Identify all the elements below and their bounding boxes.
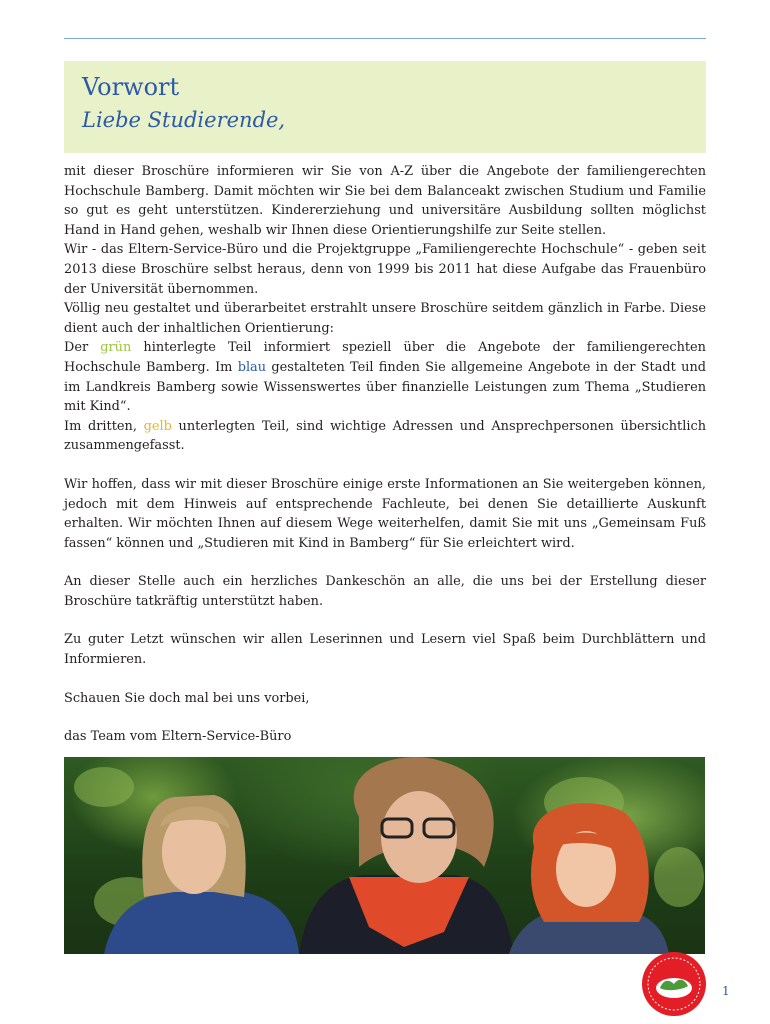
- paragraph: [64, 162, 706, 240]
- yellow-highlight-word: gelb: [143, 418, 172, 434]
- text-segment: Der: [64, 340, 101, 356]
- green-highlight-word: grün: [100, 340, 132, 356]
- paragraph: [64, 240, 706, 299]
- text-segment: Wir - das Eltern-Service-Büro und die Projektgruppe „Familiengerechte Hochschule“ - geben seit 2013 diese Broschüre selbst heraus, denn von 1999 bis 2011 hat diese Aufgabe das Frauenbüro der Universität übernommen.: [64, 242, 706, 297]
- signature-line: das Team vom Eltern-Service-Büro: [64, 729, 292, 745]
- team-photo: [64, 757, 705, 954]
- text-segment: Völlig neu gestaltet und überarbeitet erstrahlt unsere Broschüre seitdem gänzlich in Farbe. Diese dient auch der inhaltlichen Orientierung:: [64, 301, 706, 336]
- paragraph: Schauen Sie doch mal bei uns vorbei,: [64, 690, 310, 706]
- top-rule: [64, 38, 706, 39]
- page-heading: Vorwort: [82, 73, 180, 101]
- text-segment: mit dieser Broschüre informieren wir Sie von A-Z über die Angebote der familiengerechten Hochschule Bamberg. Damit möchten wir Sie bei dem Balanceakt zwischen Studium und Familie so gut es geht unterstützen. Kindererziehung und universitäre Ausbildung sollten möglichst Hand in Hand gehen, weshalb wir Ihnen diese Orientierungshilfe zur Seite stellen.: [64, 164, 706, 238]
- eltern-service-buero-logo-icon: [640, 950, 708, 1018]
- paragraph: Wir hoffen, dass wir mit dieser Broschüre einige erste Informationen an Sie weitergeben können, jedoch mit dem Hinweis auf entsprechende Fachleute, bei denen Sie detaillierte Auskunft erhalten. Wir möchten Ihnen auf diesem Wege weiterhelfen, damit Sie mit uns „Gemeinsam Fuß fassen“ können und „Studieren mit Kind in Bamberg“ für Sie erleichtert wird.: [64, 476, 706, 551]
- blue-highlight-word: blau: [237, 359, 267, 375]
- text-segment: gestalteten Teil finden Sie allgemeine Angebote in der Stadt und im Landkreis Bamberg sowie Wissenswertes über finanzielle Leistungen zum Thema „Studieren mit Kind“.: [64, 359, 706, 415]
- title-box: [64, 61, 706, 153]
- paragraph: [64, 338, 706, 416]
- paragraph: [64, 299, 706, 338]
- text-segment: hinterlegte Teil informiert speziell über die Angebote der familiengerechten Hochschule Bamberg. Im: [64, 340, 706, 375]
- text-segment: unterlegten Teil, sind wichtige Adressen und Ansprechpersonen übersichtlich zusammengefasst.: [64, 418, 707, 454]
- text-segment: Im dritten,: [64, 418, 144, 434]
- salutation: Liebe Studierende,: [82, 108, 286, 132]
- team-figures: [64, 757, 705, 954]
- paragraph: [64, 417, 706, 456]
- paragraph: An dieser Stelle auch ein herzliches Dankeschön an alle, die uns bei der Erstellung dieser Broschüre tatkräftig unterstützt haben.: [64, 574, 706, 609]
- paragraph: Zu guter Letzt wünschen wir allen Leserinnen und Lesern viel Spaß beim Durchblättern und Informieren.: [64, 632, 706, 668]
- page-number: 1: [722, 984, 730, 998]
- body-text: [64, 162, 706, 747]
